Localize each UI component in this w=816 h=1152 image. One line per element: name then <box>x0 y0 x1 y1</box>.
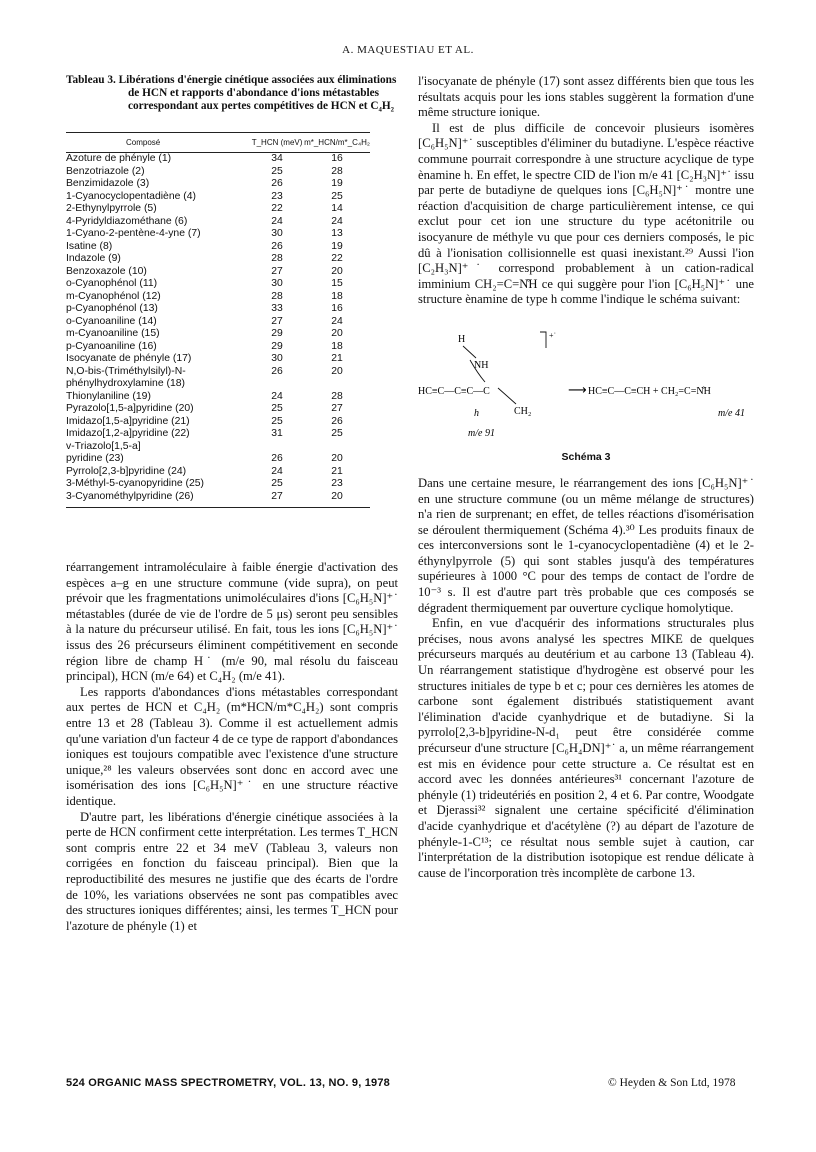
body-paragraph: Dans une certaine mesure, le réarrangement des ions [C₆H₅N]⁺˙ en une structure commune (ou un même mélange de structures) n'a rien de surprenant; en effet, de telles réactions d'isomérisation se déroulent thermiquement (Schéma 4).³⁰ Les produits finaux de ces interconversions sont le 1-cyanocyclopentadiène (4) et le 2-éthynylpyrrole (5) qui sont stables jusqu'à des températures supérieures à 1000 °C pour des temps de contact de l'ordre de 10⁻³ s. Il est d'autre part très probable que ces composés se dégradent thermiquement par ouverture cyclique homolytique. <box>418 475 754 615</box>
table-cell-compound: 2-Ethynylpyrrole (5) <box>66 203 157 215</box>
table-cell-ratio: 24 <box>331 215 343 227</box>
table-cell-ratio: 22 <box>331 253 343 265</box>
table-row <box>66 303 370 316</box>
table-cell-thcn: 24 <box>271 215 283 227</box>
scheme-title: Schéma 3 <box>561 450 611 463</box>
table-row <box>66 491 370 508</box>
body-paragraph: l'isocyanate de phényle (17) sont assez différents bien que tous les résultats acquis pour les ions stables suggèrent la formation d'une même structure ionique. <box>418 74 754 120</box>
table-cell-ratio: 26 <box>331 415 343 427</box>
table-cell-compound: o-Cyanoaniline (14) <box>66 315 157 327</box>
body-paragraph: Les rapports d'abondances d'ions métastables correspondant aux pertes de HCN et C₄H₂ (m*HCN/m*C₄H₂) sont compris entre 13 et 28 (Tableau 3). Comme il est actuellement admis qu'une variation d'un facteur 4 de ce type de rapport d'abondances ioniques est toujours compatible avec l'existence d'une structure unique,²⁸ les valeurs observées sont donc en accord avec une isomérisation des ions [C₆H₅N]⁺˙ en une structure réactive identique. <box>66 684 399 809</box>
table-cell-ratio: 28 <box>331 390 343 402</box>
table-cell-ratio: 20 <box>331 453 343 465</box>
footer-copyright: © Heyden & Son Ltd, 1978 <box>608 1077 736 1089</box>
table-header-ratio: m*_HCN/m*_C₄H₂ <box>304 132 370 153</box>
table-row <box>66 428 370 441</box>
table-row <box>66 341 370 354</box>
table-cell-compound: Benzotriazole (2) <box>66 165 145 177</box>
table-cell-compound: Pyrrolo[2,3-b]pyridine (24) <box>66 465 187 477</box>
table-row <box>66 416 370 429</box>
table-row <box>66 228 370 241</box>
table-cell-compound: Isatine (8) <box>66 240 113 252</box>
table-row <box>66 441 370 454</box>
table-cell-compound: 4-Pyridyldiazométhane (6) <box>66 215 188 227</box>
table-row <box>66 278 370 291</box>
table-cell-compound: Imidazo[1,5-a]pyridine (21) <box>66 415 190 427</box>
scheme-bond <box>463 346 476 358</box>
table-row <box>66 328 370 341</box>
table-cell-ratio: 20 <box>331 265 343 277</box>
table-cell-compound: pyridine (23) <box>66 453 124 465</box>
table-cell-ratio <box>304 441 370 454</box>
table-row <box>66 216 370 229</box>
table-cell-thcn: 25 <box>271 165 283 177</box>
table-row <box>66 291 370 304</box>
table-row <box>66 353 370 366</box>
scheme-h-atom: H <box>458 333 466 345</box>
table-cell-ratio: 15 <box>331 278 343 290</box>
table-cell-compound: Indazole (9) <box>66 253 121 265</box>
table-cell-ratio: 14 <box>331 203 343 215</box>
table-cell-thcn <box>250 441 304 454</box>
table-cell-compound: m-Cyanophénol (12) <box>66 290 161 302</box>
table-cell-thcn <box>250 378 304 391</box>
table-header-row <box>66 132 370 153</box>
table-row <box>66 366 370 379</box>
table-cell-compound: Azoture de phényle (1) <box>66 153 172 165</box>
table-cell-thcn: 27 <box>271 490 283 502</box>
table-cell-ratio: 19 <box>331 178 343 190</box>
body-paragraph: Il est de plus difficile de concevoir plusieurs isomères [C₆H₅N]⁺˙ susceptibles d'éliminer du butadiyne. L'espèce réactive commune pourrait correspondre à une structure acyclique de type ènamine h. En effet, le spectre CID de l'ion m/e 41 [C₂H₃N]⁺˙ issu par perte de butadiyne de quelques ions [C₆H₅N]⁺˙ montre une réaction d'acquisition de charge particulièrement intense, ce qui exclut pour cet ion une structure du type acétonitrile ou isocyanure de méthyle vu que pour ces derniers composés, le pic dû à l'ionisation collisionnelle est quasi inexistant.²⁹ Aussi l'ion [C₂H₃N]⁺˙ correspond probablement à un cation-radical imminium CH₂=C=N̊H ce qui suggère pour l'ion [C₆H₅N]⁺˙ une structure ènamine de type h comme l'indique le schéma suivant: <box>418 120 754 307</box>
table-cell-compound: m-Cyanoaniline (15) <box>66 328 160 340</box>
table-header-thcn: T_HCN (meV) <box>250 132 304 153</box>
scheme-bond <box>498 388 516 404</box>
scheme-right-formula: HC≡C—C≡CH + CH₂=C=N̊H <box>588 385 711 397</box>
table-cell-thcn: 25 <box>271 415 283 427</box>
scheme-3 <box>418 326 754 464</box>
body-paragraph: Enfin, en vue d'acquérir des informations structurales plus précises, nous avons analysé les spectres MIKE de quelques précurseurs marqués au deutérium et au carbone 13 (Tableau 4). Un réarrangement statistique d'hydrogène est observé pour les structures initiales de type b et c; pour ces dernières les atomes de carbone sont également distribués statistiquement avant l'élimination d'acide cyanhydrique et de butadiyne. Si la pyrrolo[2,3-b]pyridine-N-d₁ peut être considérée comme précurseur d'une structure [C₆H₄DN]⁺˙ a, un même réarrangement est mis en évidence pour cette structure a. Ce résultat est en accord avec les données antérieures³¹ concernant l'azoture de phényle (1) trideutériés en position 2, 4 et 6. Par contre, Woodgate et Djerassi³² signalent une certaine spécificité d'élimination d'acide cyanhydrique et d'acétylène (?) au départ de l'azoture de phényle-1-C¹³; ce résultat nous semble sujet à caution, car l'interprétation de la distribution isotopique est rendue délicate à cause de l'incorporation très incomplète de carbone 13. <box>418 616 754 880</box>
table-row <box>66 191 370 204</box>
table-row <box>66 316 370 329</box>
scheme-bracket <box>540 332 546 348</box>
table-row <box>66 253 370 266</box>
table-cell-compound: p-Cyanoaniline (16) <box>66 340 157 352</box>
table-cell-compound: Isocyanate de phényle (17) <box>66 353 192 365</box>
table-cell-ratio: 23 <box>331 478 343 490</box>
table-cell-compound: phénylhydroxylamine (18) <box>66 378 185 390</box>
table-cell-ratio: 28 <box>331 165 343 177</box>
table-cell-thcn: 30 <box>271 278 283 290</box>
table-cell-ratio: 24 <box>331 315 343 327</box>
scheme-ch2-label: CH₂ <box>514 405 532 417</box>
table-cell-compound: Thionylaniline (19) <box>66 390 151 402</box>
scheme-left-formula: HC≡C—C≡C—C <box>418 385 490 397</box>
table-cell-ratio: 25 <box>331 428 343 440</box>
table-cell-ratio: 21 <box>331 353 343 365</box>
table-cell-compound: 1-Cyano-2-pentène-4-yne (7) <box>66 228 201 240</box>
table-cell-ratio <box>304 378 370 391</box>
scheme-charge: +˙ <box>549 330 557 340</box>
scheme-reaction-arrow: ⟶ <box>568 382 587 398</box>
table-cell-ratio: 13 <box>331 228 343 240</box>
table-cell-ratio: 25 <box>331 190 343 202</box>
table-cell-thcn: 31 <box>271 428 283 440</box>
table-row <box>66 453 370 466</box>
table-cell-thcn: 27 <box>271 315 283 327</box>
table-cell-thcn: 26 <box>271 178 283 190</box>
table-cell-compound: 1-Cyanocyclopentadiène (4) <box>66 190 196 202</box>
table-row <box>66 241 370 254</box>
table-cell-thcn: 29 <box>271 328 283 340</box>
table-cell-thcn: 28 <box>271 290 283 302</box>
table-cell-compound: 3-Méthyl-5-cyanopyridine (25) <box>66 478 205 490</box>
table-cell-ratio: 19 <box>331 240 343 252</box>
right-column <box>418 74 754 881</box>
table-row <box>66 378 370 391</box>
table-row <box>66 203 370 216</box>
table-cell-thcn: 29 <box>271 340 283 352</box>
scheme-label-h: h <box>474 407 479 419</box>
table-cell-thcn: 22 <box>271 203 283 215</box>
table-header-compound: Composé <box>66 132 250 153</box>
table-row <box>66 266 370 279</box>
table-cell-compound: o-Cyanophénol (11) <box>66 278 158 290</box>
table-cell-compound: Imidazo[1,2-a]pyridine (22) <box>66 428 190 440</box>
table-cell-compound: p-Cyanophénol (13) <box>66 303 158 315</box>
body-paragraph: D'autre part, les libérations d'énergie cinétique associées à la perte de HCN confirment cette interprétation. Les termes T_HCN sont compris entre 22 et 34 meV (Tableau 3, valeurs non corrigées en fonction du faisceau principal). Bien que la reproductibilité des mesures ne justifie que des écarts de l'ordre de 10%, les variations observées ne sont pas compatibles avec des structures ioniques différentes; ainsi, les termes T_HCN pour l'azoture de phényle (1) et <box>66 809 398 933</box>
table-row <box>66 403 370 416</box>
table-cell-compound: Benzoxazole (10) <box>66 265 147 277</box>
table-cell-compound: v-Triazolo[1,5-a] <box>66 440 141 452</box>
table-cell-ratio: 18 <box>331 340 343 352</box>
left-column <box>66 74 398 934</box>
table-cell-thcn: 26 <box>271 240 283 252</box>
body-paragraph: réarrangement intramoléculaire à faible énergie d'activation des espèces a–g en une structure commune (vide supra), on peut prévoir que les fragmentations unimoléculaires d'ions [C₆H₅N]⁺˙ métastables (durée de vie de l'ordre de 5 μs) seront peu sensibles à la nature du précurseur utilisé. En fait, tous les ions [C₆H₅N]⁺˙ issus des 26 précurseurs éliminent compétitivement en seconde région libre de champ H˙ (m/e 90, mal résolu du faisceau principal), HCN (m/e 64) et C₄H₂ (m/e 41). <box>66 560 398 684</box>
table-cell-thcn: 25 <box>271 403 283 415</box>
table-cell-compound: Pyrazolo[1,5-a]pyridine (20) <box>66 403 194 415</box>
table-row <box>66 166 370 179</box>
table-3 <box>66 132 370 509</box>
scheme-mass-left: m/e 91 <box>468 427 495 439</box>
table-cell-thcn: 27 <box>271 265 283 277</box>
table-cell-ratio: 16 <box>331 153 343 165</box>
table-caption: Tableau 3. Libérations d'énergie cinétique associées aux éliminations de HCN et rapports d'abondance d'ions métastables correspondant aux pertes compétitives de HCN et C₄H₂ <box>66 74 397 113</box>
table-cell-thcn: 26 <box>271 453 283 465</box>
scheme-nh-label: NH <box>474 359 489 371</box>
table-cell-compound: 3-Cyanométhylpyridine (26) <box>66 490 194 502</box>
table-cell-ratio: 18 <box>331 290 343 302</box>
table-cell-ratio: 20 <box>331 328 343 340</box>
table-row <box>66 178 370 191</box>
table-cell-ratio: 16 <box>331 303 343 315</box>
table-row <box>66 153 370 166</box>
scheme-mass-right: m/e 41 <box>718 407 745 419</box>
table-cell-thcn: 26 <box>271 365 283 377</box>
table-cell-thcn: 24 <box>271 390 283 402</box>
table-cell-compound: N,O-bis-(Triméthylsilyl)-N- <box>66 365 186 377</box>
table-cell-thcn: 34 <box>271 153 283 165</box>
table-row <box>66 478 370 491</box>
table-cell-thcn: 25 <box>271 478 283 490</box>
table-cell-thcn: 30 <box>271 228 283 240</box>
table-row <box>66 466 370 479</box>
table-cell-ratio: 20 <box>331 365 343 377</box>
table-cell-ratio: 27 <box>331 403 343 415</box>
table-cell-thcn: 33 <box>271 303 283 315</box>
table-cell-thcn: 28 <box>271 253 283 265</box>
table-cell-thcn: 30 <box>271 353 283 365</box>
table-row <box>66 391 370 404</box>
footer-journal: 524 ORGANIC MASS SPECTROMETRY, VOL. 13, NO. 9, 1978 <box>66 1077 390 1089</box>
running-head: A. MAQUESTIAU ET AL. <box>342 44 474 56</box>
table-cell-thcn: 24 <box>271 465 283 477</box>
table-cell-thcn: 23 <box>271 190 283 202</box>
table-cell-ratio: 21 <box>331 465 343 477</box>
table-cell-compound: Benzimidazole (3) <box>66 178 150 190</box>
table-cell-ratio: 20 <box>331 490 343 502</box>
scheme-3-drawing <box>418 326 754 446</box>
